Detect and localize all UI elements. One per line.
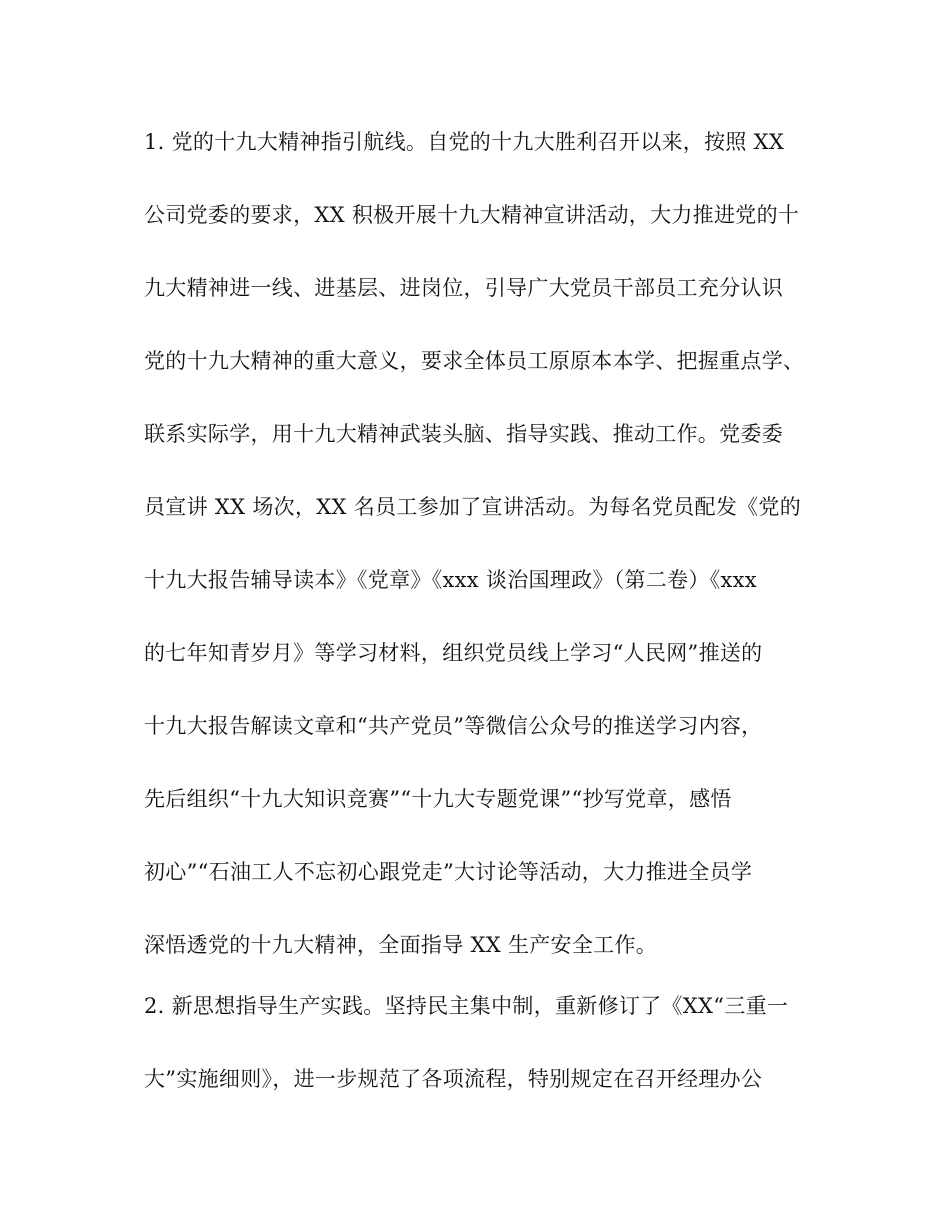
- text-line-5: 联系实际学，用十九大精神武装头脑、指导实践、推动工作。党委委: [144, 422, 783, 446]
- text-line-1: 1. 党的十九大精神指引航线。自党的十九大胜利召开以来，按照 XX: [144, 130, 785, 154]
- text-line-4: 党的十九大精神的重大意义，要求全体员工原原本本学、把握重点学、: [144, 349, 805, 373]
- text-line-3: 九大精神进一线、进基层、进岗位，引导广大党员干部员工充分认识: [144, 276, 783, 300]
- text-line-9: 十九大报告解读文章和“共产党员”等微信公众号的推送学习内容，: [144, 714, 763, 738]
- text-line-10: 先后组织“十九大知识竞赛”“十九大专题党课”“抄写党章，感悟: [144, 787, 732, 811]
- text-line-13: 2. 新思想指导生产实践。坚持民主集中制，重新修订了《XX“三重一: [144, 994, 789, 1018]
- text-line-14: 大”实施细则》，进一步规范了各项流程，特别规定在召开经理办公: [144, 1067, 763, 1091]
- text-line-8: 的七年知青岁月》等学习材料，组织党员线上学习“人民网”推送的: [144, 641, 763, 665]
- text-line-11: 初心”“石油工人不忘初心跟党走”大讨论等活动，大力推进全员学: [144, 860, 753, 884]
- text-line-6: 员宣讲 XX 场次，XX 名员工参加了宣讲活动。为每名党员配发《党的: [144, 495, 802, 519]
- text-line-7: 十九大报告辅导读本》《党章》《xxx 谈治国理政》（第二卷）《xxx: [144, 568, 757, 592]
- text-line-2: 公司党委的要求，XX 积极开展十九大精神宣讲活动，大力推进党的十: [144, 203, 800, 227]
- text-line-12: 深悟透党的十九大精神，全面指导 XX 生产安全工作。: [144, 933, 658, 957]
